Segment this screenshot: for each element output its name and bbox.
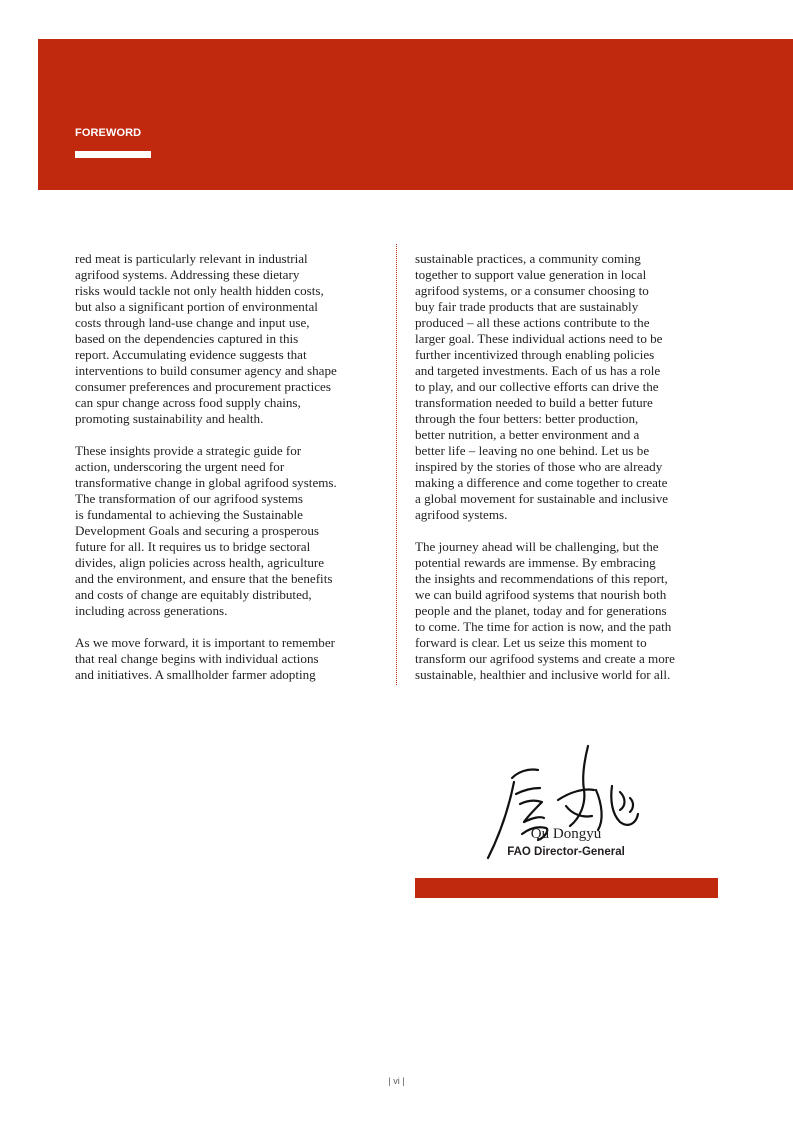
right-column [415,251,720,699]
text-line: to come. The time for action is now, and the path [415,619,672,634]
signature-accent-bar [415,878,718,898]
text-line: better life – leaving no one behind. Let us be [415,443,650,458]
page-number: | vi | [388,1076,405,1086]
text-line: people and the planet, today and for generations [415,603,667,618]
text-line: including across generations. [75,603,228,618]
signatory-title: FAO Director-General [507,846,625,858]
text-line: can spur change across food supply chains, [75,395,301,410]
body-paragraph [75,251,385,427]
text-line: potential rewards are immense. By embracing [415,555,656,570]
body-paragraph [75,443,385,619]
text-line: sustainable practices, a community coming [415,251,641,266]
text-line: and targeted investments. Each of us has a role [415,363,661,378]
text-line: the insights and recommendations of this report, [415,571,668,586]
text-line: future for all. It requires us to bridge sectoral [75,539,311,554]
text-line: buy fair trade products that are sustainably [415,299,639,314]
text-line: red meat is particularly relevant in industrial [75,251,308,266]
text-line: sustainable, healthier and inclusive world for all. [415,667,671,682]
text-line: and costs of change are equitably distributed, [75,587,312,602]
text-line: As we move forward, it is important to remember [75,635,335,650]
text-line: inspired by the stories of those who are already [415,459,663,474]
text-line: interventions to build consumer agency and shape [75,363,337,378]
column-divider [396,244,397,685]
text-line: divides, align policies across health, agriculture [75,555,325,570]
text-line: The transformation of our agrifood systems [75,491,303,506]
text-line: agrifood systems. [415,507,508,522]
text-line: risks would tackle not only health hidden costs, [75,283,324,298]
text-line: consumer preferences and procurement practices [75,379,331,394]
text-line: These insights provide a strategic guide for [75,443,302,458]
text-line: agrifood systems. Addressing these dietary [75,267,300,282]
signatory-name: Qu Dongyu [530,826,602,842]
text-line: but also a significant portion of environmental [75,299,318,314]
text-line: we can build agrifood systems that nourish both [415,587,667,602]
text-line: The journey ahead will be challenging, but the [415,539,659,554]
text-line: better nutrition, a better environment and a [415,427,640,442]
text-line: and initiatives. A smallholder farmer adopting [75,667,316,682]
header-banner [38,39,793,190]
text-line: forward is clear. Let us seize this moment to [415,635,647,650]
body-paragraph [75,635,385,683]
text-line: report. Accumulating evidence suggests that [75,347,307,362]
text-line: produced – all these actions contribute to the [415,315,650,330]
text-line: that real change begins with individual actions [75,651,319,666]
text-line: a global movement for sustainable and inclusive [415,491,669,506]
text-line: transformation needed to build a better future [415,395,653,410]
text-line: Development Goals and securing a prosperous [75,523,319,538]
section-title: FOREWORD [75,127,142,139]
text-line: based on the dependencies captured in this [75,331,299,346]
text-line: further incentivized through enabling policies [415,347,655,362]
text-line: to play, and our collective efforts can drive the [415,379,659,394]
text-line: promoting sustainability and health. [75,411,264,426]
text-line: costs through land-use change and input use, [75,315,310,330]
text-line: transformative change in global agrifood systems. [75,475,337,490]
text-line: making a difference and come together to create [415,475,668,490]
text-line: and the environment, and ensure that the benefits [75,571,333,586]
text-line: larger goal. These individual actions need to be [415,331,663,346]
text-line: action, underscoring the urgent need for [75,459,285,474]
text-line: together to support value generation in local [415,267,647,282]
body-paragraph [415,539,720,683]
text-line: agrifood systems, or a consumer choosing to [415,283,649,298]
body-paragraph [415,251,720,523]
left-column [75,251,385,699]
text-line: transform our agrifood systems and create a more [415,651,675,666]
text-line: through the four betters: better production, [415,411,639,426]
text-line: is fundamental to achieving the Sustainable [75,507,303,522]
title-underline [75,151,151,158]
